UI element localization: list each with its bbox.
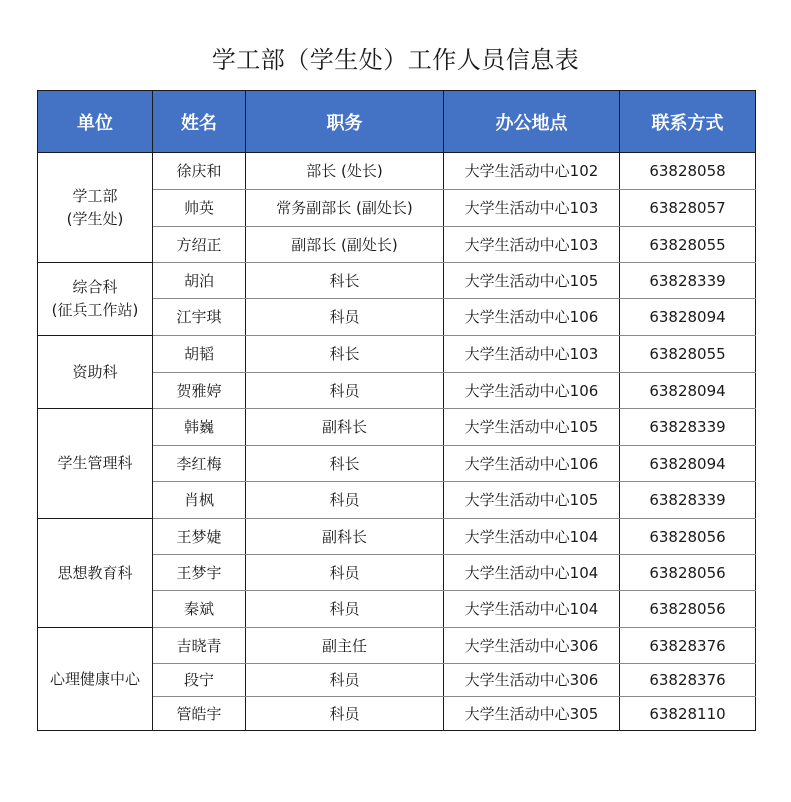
position-cell: 科员	[246, 555, 444, 591]
phone-cell: 63828094	[620, 373, 756, 409]
phone-cell: 63828339	[620, 482, 756, 519]
table-row	[38, 263, 756, 299]
name-cell: 胡泊	[153, 263, 246, 299]
position-cell: 科员	[246, 664, 444, 697]
office-cell: 大学生活动中心104	[444, 519, 620, 555]
office-cell: 大学生活动中心105	[444, 482, 620, 519]
phone-cell: 63828057	[620, 190, 756, 227]
position-cell: 副科长	[246, 519, 444, 555]
office-cell: 大学生活动中心106	[444, 299, 620, 336]
unit-cell	[38, 409, 153, 519]
position-cell: 部长 (处长)	[246, 153, 444, 190]
unit-cell	[38, 336, 153, 409]
phone-cell: 63828376	[620, 628, 756, 664]
name-cell: 江宇琪	[153, 299, 246, 336]
table-row	[38, 628, 756, 664]
phone-cell: 63828376	[620, 664, 756, 697]
office-cell: 大学生活动中心306	[444, 664, 620, 697]
column-header-position: 职务	[246, 91, 444, 153]
office-cell: 大学生活动中心103	[444, 336, 620, 373]
phone-cell: 63828058	[620, 153, 756, 190]
position-cell: 科长	[246, 446, 444, 482]
name-cell: 管皓宇	[153, 697, 246, 731]
position-cell: 常务副部长 (副处长)	[246, 190, 444, 227]
position-cell: 副主任	[246, 628, 444, 664]
unit-name-line: 综合科	[72, 278, 118, 296]
office-cell: 大学生活动中心106	[444, 446, 620, 482]
office-cell: 大学生活动中心306	[444, 628, 620, 664]
office-cell: 大学生活动中心103	[444, 227, 620, 263]
page-title: 学工部（学生处）工作人员信息表	[211, 46, 580, 74]
unit-name-line: 资助科	[72, 362, 118, 381]
phone-cell: 63828056	[620, 519, 756, 555]
table-body	[38, 153, 756, 731]
position-cell: 科员	[246, 373, 444, 409]
position-cell: 科长	[246, 263, 444, 299]
column-header-contact: 联系方式	[620, 91, 756, 153]
position-cell: 科长	[246, 336, 444, 373]
office-cell: 大学生活动中心305	[444, 697, 620, 731]
unit-cell	[38, 263, 153, 336]
staff-info-table	[37, 90, 756, 731]
office-cell: 大学生活动中心105	[444, 409, 620, 446]
name-cell: 肖枫	[153, 482, 246, 519]
name-cell: 方绍正	[153, 227, 246, 263]
unit-cell	[38, 153, 153, 263]
position-cell: 副科长	[246, 409, 444, 446]
name-cell: 王梦婕	[153, 519, 246, 555]
phone-cell: 63828110	[620, 697, 756, 731]
name-cell: 王梦宇	[153, 555, 246, 591]
column-header-unit: 单位	[38, 91, 153, 153]
unit-name-line: 思想教育科	[57, 563, 133, 582]
table-row	[38, 153, 756, 190]
office-cell: 大学生活动中心104	[444, 591, 620, 628]
office-cell: 大学生活动中心105	[444, 263, 620, 299]
phone-cell: 63828055	[620, 336, 756, 373]
position-cell: 科员	[246, 591, 444, 628]
phone-cell: 63828056	[620, 591, 756, 628]
office-cell: 大学生活动中心104	[444, 555, 620, 591]
table-row	[38, 409, 756, 446]
phone-cell: 63828056	[620, 555, 756, 591]
name-cell: 贺雅婷	[153, 373, 246, 409]
name-cell: 韩巍	[153, 409, 246, 446]
table-row	[38, 336, 756, 373]
unit-name-line: (征兵工作站)	[51, 301, 139, 319]
unit-cell	[38, 628, 153, 731]
unit-name-line: 心理健康中心	[49, 669, 140, 688]
position-cell: 副部长 (副处长)	[246, 227, 444, 263]
name-cell: 帅英	[153, 190, 246, 227]
name-cell: 段宁	[153, 664, 246, 697]
office-cell: 大学生活动中心103	[444, 190, 620, 227]
position-cell: 科员	[246, 299, 444, 336]
phone-cell: 63828094	[620, 299, 756, 336]
name-cell: 徐庆和	[153, 153, 246, 190]
name-cell: 胡韬	[153, 336, 246, 373]
phone-cell: 63828339	[620, 263, 756, 299]
position-cell: 科员	[246, 482, 444, 519]
office-cell: 大学生活动中心106	[444, 373, 620, 409]
column-header-office: 办公地点	[444, 91, 620, 153]
unit-name-line: 学工部	[72, 186, 118, 205]
unit-cell	[38, 519, 153, 628]
position-cell: 科员	[246, 697, 444, 731]
phone-cell: 63828094	[620, 446, 756, 482]
phone-cell: 63828055	[620, 227, 756, 263]
table-row	[38, 519, 756, 555]
unit-name-line: 学生管理科	[57, 454, 133, 472]
office-cell: 大学生活动中心102	[444, 153, 620, 190]
name-cell: 秦斌	[153, 591, 246, 628]
name-cell: 吉晓青	[153, 628, 246, 664]
table-header-row	[38, 91, 756, 153]
phone-cell: 63828339	[620, 409, 756, 446]
column-header-name: 姓名	[153, 91, 246, 153]
unit-name-line: (学生处)	[66, 209, 124, 228]
name-cell: 李红梅	[153, 446, 246, 482]
